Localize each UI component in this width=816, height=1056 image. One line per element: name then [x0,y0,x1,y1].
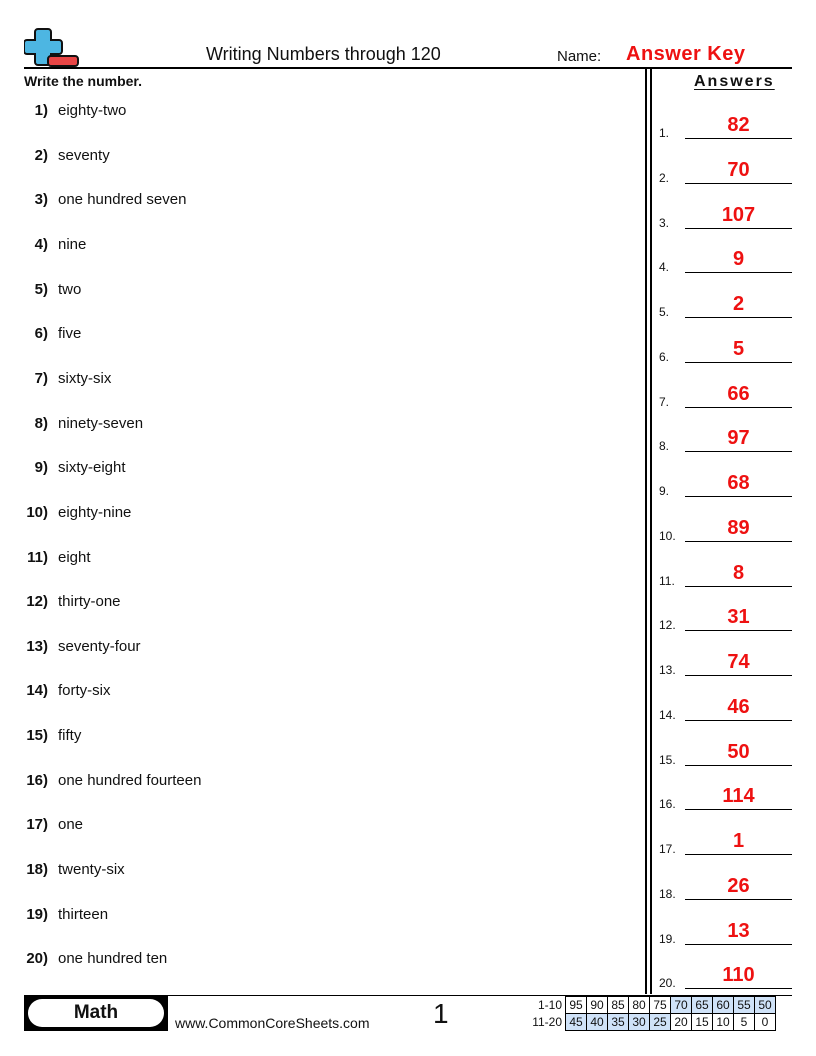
score-cell: 20 [671,1014,692,1031]
question-text: eight [58,548,91,566]
answer-value: 70 [727,158,750,181]
question-number: 17) [26,816,48,834]
answer-value: 74 [727,651,750,673]
answer-value: 26 [727,874,750,897]
score-row [528,997,776,1014]
answer-line [685,630,792,631]
answer-item [659,602,792,632]
answer-line [685,451,792,452]
score-cell: 40 [587,1014,608,1031]
answer-number: 12. [659,618,676,633]
score-cell: 15 [692,1014,713,1031]
question-text: fifty [58,727,82,745]
score-table [528,996,776,1031]
answer-value: 66 [727,382,750,405]
question-text: sixty-six [58,369,112,387]
answer-value: 46 [727,695,750,718]
answer-value: 114 [722,785,755,808]
answer-number: 20. [659,976,676,991]
question-number: 7) [34,369,48,387]
column-divider [645,68,647,994]
answer-number: 9. [659,484,670,498]
column-divider [650,68,652,994]
score-row-label: 1-10 [537,998,562,1012]
answer-line [685,765,792,766]
question-number: 6) [34,325,48,343]
answer-value: 110 [722,964,755,987]
answer-number: 15. [659,752,676,767]
answer-line [685,854,792,855]
score-cell: 85 [608,997,629,1014]
answers-heading: Answers [694,73,775,90]
website-link[interactable]: www.CommonCoreSheets.com [175,1015,370,1031]
answer-number: 8. [659,439,670,454]
answer-item [659,468,792,498]
question-text: five [58,325,82,343]
answer-value: 1 [732,830,745,852]
answer-number: 14. [659,707,676,722]
answer-item [659,558,792,588]
answer-item [659,334,792,364]
answer-number: 4. [659,260,670,275]
question-number: 3) [34,191,48,209]
answer-number: 3. [659,215,670,230]
answer-number: 17. [659,842,676,856]
score-cell: 90 [587,997,608,1014]
answer-item [659,871,792,901]
score-cell: 10 [713,1014,734,1031]
question-number: 9) [34,459,48,477]
subject-badge: Math [28,999,164,1027]
name-label: Name: [557,48,602,65]
answer-line [685,944,792,945]
answer-value: 13 [727,919,750,942]
question-text: seventy [58,146,110,164]
answer-line [685,138,792,139]
question-text: forty-six [58,682,111,700]
question-number: 10) [26,503,48,521]
question-text: one [58,816,84,834]
answer-line [685,675,792,676]
score-cell: 30 [629,1014,650,1031]
score-cell: 95 [566,997,587,1014]
question-number: 11) [27,548,48,566]
question-text: sixty-eight [58,459,126,477]
answer-item [659,110,792,140]
question-number: 14) [26,682,48,700]
header-divider [24,67,792,69]
score-cell: 60 [713,997,734,1014]
answer-number: 10. [659,528,676,543]
answer-line [685,586,792,587]
question-number: 4) [34,235,48,253]
answer-line [685,496,792,497]
answer-value: 68 [727,472,750,494]
answer-item [659,916,792,946]
answer-line [685,317,792,318]
answer-number: 7. [659,394,670,409]
question-text: ninety-seven [58,414,144,432]
question-number: 8) [34,414,48,432]
instructions: Write the number. [24,73,142,89]
answer-item [659,155,792,185]
answer-line [685,407,792,408]
answer-number: 2. [659,170,670,185]
answer-value: 50 [727,740,750,763]
score-cell: 45 [566,1014,587,1031]
answer-value: 31 [727,606,750,629]
score-cell: 70 [671,997,692,1014]
answer-item [659,647,792,677]
question-text: thirty-one [58,593,121,611]
answer-line [685,988,792,989]
question-text: one hundred fourteen [58,771,202,789]
worksheet-title: Writing Numbers through 120 [206,44,441,64]
answer-item [659,200,792,230]
question-number: 2) [34,146,48,164]
question-text: one hundred ten [58,950,168,968]
score-cell: 50 [755,997,776,1014]
answer-item [659,960,792,990]
question-text: one hundred seven [58,191,187,209]
answer-item [659,513,792,543]
answer-line [685,899,792,900]
answer-item [659,244,792,274]
score-cell: 65 [692,997,713,1014]
score-row-label: 11-20 [532,1015,562,1029]
answer-line [685,809,792,810]
answer-item [659,289,792,319]
answer-item [659,826,792,856]
question-number: 13) [26,637,48,655]
question-text: twenty-six [58,861,125,879]
answer-item [659,379,792,409]
question-number: 5) [34,280,48,298]
question-text: two [58,280,82,298]
score-cell: 5 [734,1014,755,1031]
answer-item [659,423,792,453]
answer-line [685,541,792,542]
answer-value: 89 [727,516,750,539]
question-number: 1) [34,102,48,119]
score-cell: 80 [629,997,650,1014]
answer-line [685,272,792,273]
question-text: thirteen [58,905,109,923]
answer-value: 97 [727,427,750,450]
answer-line [685,228,792,229]
question-text: eighty-two [58,102,127,119]
score-cell: 25 [650,1014,671,1031]
question-number: 15) [26,727,48,745]
answer-line [685,720,792,721]
question-number: 18) [26,861,48,879]
answer-value: 5 [732,337,745,360]
answer-value: 2 [732,293,745,315]
answer-item [659,781,792,811]
answer-number: 6. [659,349,670,364]
question-number: 16) [26,771,48,789]
question-text: seventy-four [58,637,141,655]
answer-item [659,737,792,767]
answer-number: 13. [659,663,676,677]
plus-minus-logo-icon [24,26,80,68]
page-number: 1 [433,998,449,1029]
answer-value: 8 [732,561,745,584]
score-cell: 35 [608,1014,629,1031]
question-number: 19) [26,905,48,923]
answer-item [659,692,792,722]
answer-number: 5. [659,305,670,319]
score-cell: 55 [734,997,755,1014]
answer-value: 82 [727,114,750,136]
score-cell: 0 [755,1014,776,1031]
score-cell: 75 [650,997,671,1014]
answer-number: 18. [659,886,676,901]
answer-line [685,362,792,363]
answer-line [685,183,792,184]
question-number: 12) [26,593,48,611]
question-number: 20) [26,950,48,968]
answer-number: 11. [659,573,675,588]
score-row [528,1014,776,1031]
answer-value: 107 [721,203,756,226]
answer-number: 16. [659,797,676,812]
question-text: eighty-nine [58,503,132,521]
question-text: nine [58,235,87,253]
answer-number: 19. [659,931,676,946]
answer-number: 1. [659,126,670,140]
name-value: Answer Key [626,43,746,65]
answer-value: 9 [732,248,745,271]
